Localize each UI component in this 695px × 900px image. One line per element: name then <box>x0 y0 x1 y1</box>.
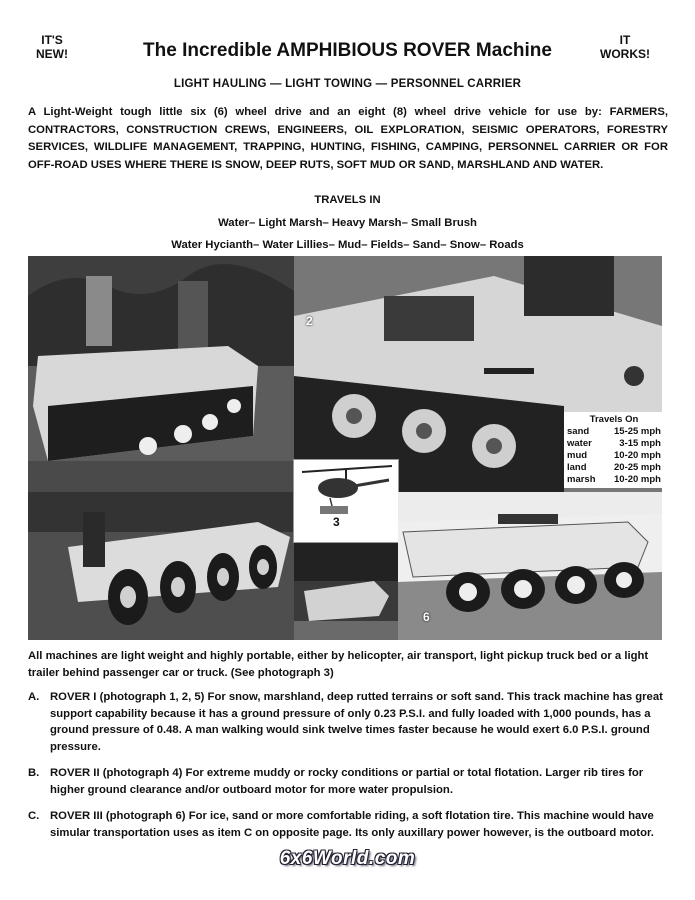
travels-heading: TRAVELS IN <box>314 194 381 206</box>
speed-row <box>567 450 661 462</box>
photo-rover-rib-tires <box>28 492 294 640</box>
speed-row <box>567 474 661 486</box>
item-text: ROVER I (photograph 1, 2, 5) For snow, marshland, deep rutted terrains or soft sand. This track machine has great support capability because it has a ground pressure of only 0.23 P.S.I. and fully loaded with 1,000 pounds, has a ground pressure of 0.48. A man walking would sink twelve times faster because he would exert 6.0 P.S.I. ground pressure. <box>50 691 663 753</box>
rover-item-b <box>28 765 668 798</box>
corner-left-line2: NEW! <box>36 47 68 61</box>
corner-badge-right <box>600 33 650 61</box>
speed-value: 20-25 mph <box>614 462 661 473</box>
speed-row <box>567 462 661 474</box>
site-watermark: 6x6World.com <box>279 848 416 869</box>
speed-row <box>567 438 661 450</box>
item-letter: C. <box>28 810 40 822</box>
intro-paragraph: A Light-Weight tough little six (6) wheel drive and an eight (8) wheel drive vehicle for use by: FARMERS, CONTRACTORS, CONSTRUCTION CREWS, ENGINEERS, OIL EXPLORATION, SEISMIC OPERATORS, FORESTRY SERVICES, WILDLIFE MANAGEMENT, TRAPPING, HUNTING, FISHING, CAMPING, PERSONNEL CARRIER OR FOR OFF-ROAD USES WHERE THERE IS SNOW, DEEP RUTS, SOFT MUD OR SAND, MARSHLAND AND WATER. <box>28 106 668 171</box>
photo-rover-flotation-tires <box>398 492 662 640</box>
speed-surface: water <box>567 438 592 449</box>
portability-paragraph: All machines are light weight and highly portable, either by helicopter, air transport, light pickup truck bed or a light trailer behind passenger car or truck. (See photograph 3) <box>28 650 649 679</box>
travels-line-2: Water Hycianth– Water Lillies– Mud– Fields– Sand– Snow– Roads <box>171 239 524 251</box>
item-letter: A. <box>28 691 40 703</box>
page-title: The Incredible AMPHIBIOUS ROVER Machine <box>143 40 552 61</box>
photo-2-number: 2 <box>306 314 313 328</box>
helicopter-icon <box>294 460 398 542</box>
item-letter: B. <box>28 767 40 779</box>
item-text: ROVER II (photograph 4) For extreme muddy or rocky conditions or partial or total flotation. Larger rib tires for higher ground clearance and/or outboard motor for more water propulsion. <box>50 767 644 796</box>
photo-6-number: 6 <box>423 610 430 624</box>
speed-value: 10-20 mph <box>614 450 661 461</box>
speed-surface: sand <box>567 426 590 437</box>
speed-surface: mud <box>567 450 588 461</box>
item-text: ROVER III (photograph 6) For ice, sand or more comfortable riding, a soft flotation tire. This machine would have simular transportation uses as item C on opposite page. Its only auxillary power however, is the outboard motor. <box>50 810 654 839</box>
speed-value: 15-25 mph <box>614 426 661 437</box>
page-subtitle: LIGHT HAULING — LIGHT TOWING — PERSONNEL CARRIER <box>173 78 522 90</box>
corner-right-line2: WORKS! <box>600 47 650 61</box>
speed-value: 3-15 mph <box>619 438 661 449</box>
speed-surface: marsh <box>567 474 596 485</box>
photo-rover-water <box>294 541 398 640</box>
photo-helicopter-transport <box>293 459 399 543</box>
corner-right-line1: IT <box>619 33 631 47</box>
photo-rover-track-field <box>28 256 294 492</box>
rover-item-c <box>28 808 668 841</box>
photo-3-number: 3 <box>333 515 340 529</box>
corner-left-line1: IT'S <box>41 33 63 47</box>
travels-line-1: Water– Light Marsh– Heavy Marsh– Small Brush <box>218 217 477 229</box>
speed-row <box>567 426 661 438</box>
speed-value: 10-20 mph <box>614 474 661 485</box>
speed-surface: land <box>567 462 587 473</box>
rover-item-a <box>28 689 668 755</box>
speed-table <box>564 412 664 488</box>
speed-table-heading: Travels On <box>589 414 639 425</box>
